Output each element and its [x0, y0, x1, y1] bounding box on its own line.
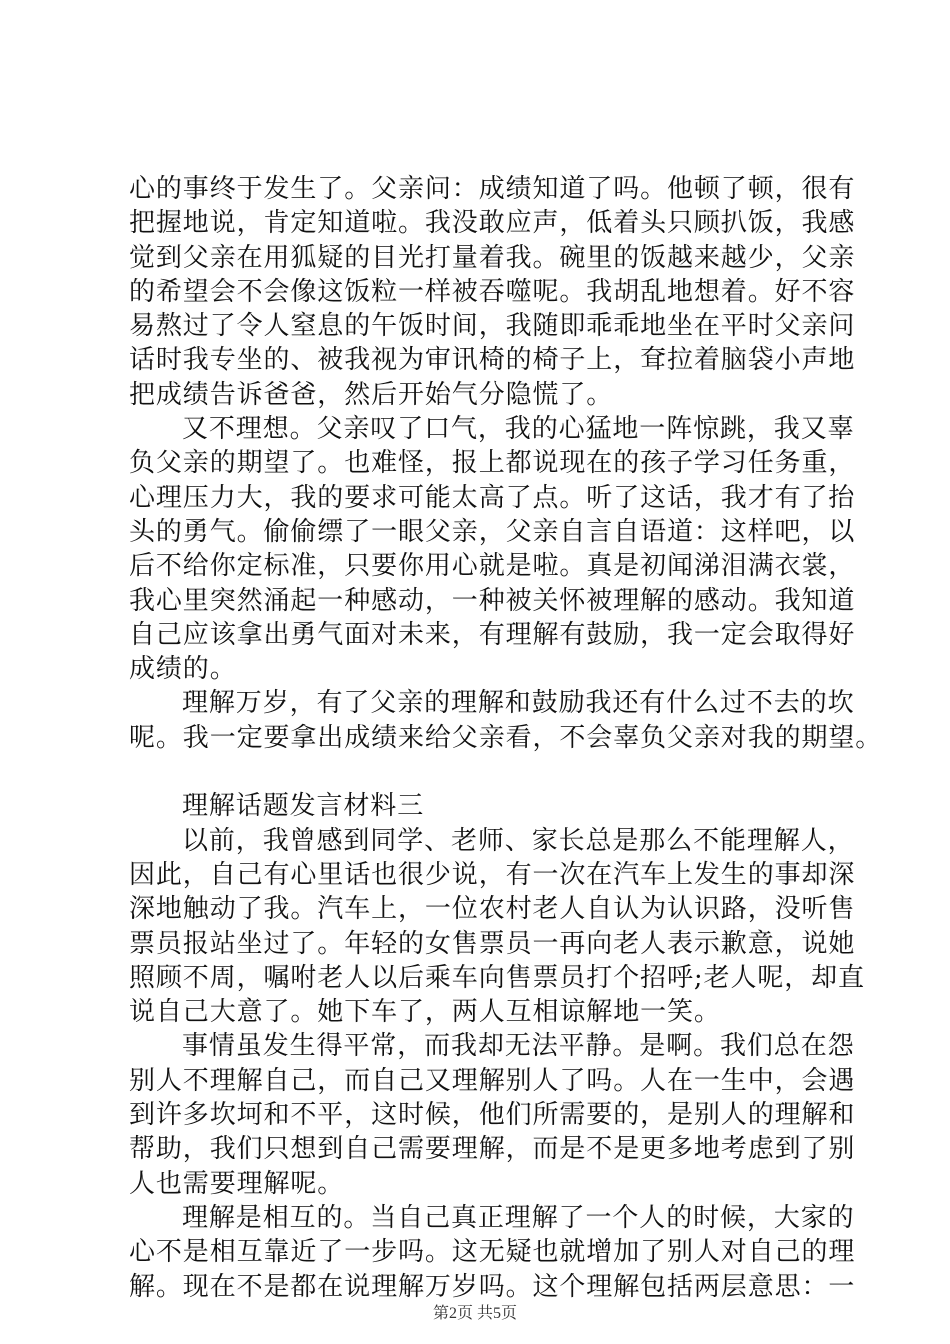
document-body [129, 172, 883, 1304]
text-line: 帮助，我们只想到自己需要理解，而是不是更多地考虑到了别 [129, 1134, 856, 1165]
text-line: 易熬过了令人窒息的午饭时间，我随即乖乖地坐在平时父亲问 [129, 311, 856, 342]
text-line: 头的勇气。偷偷缥了一眼父亲，父亲自言自语道：这样吧，以 [129, 516, 856, 547]
text-line: 票员报站坐过了。年轻的女售票员一再向老人表示歉意，说她 [129, 928, 856, 959]
text-line: 成绩的。 [129, 654, 237, 685]
section-heading: 理解话题发言材料三 [182, 791, 425, 822]
page-number-footer: 第2页 共5页 [432, 1305, 517, 1322]
text-line: 我心里突然涌起一种感动，一种被关怀被理解的感动。我知道 [129, 585, 856, 616]
text-line: 心理压力大，我的要求可能太高了点。听了这话，我才有了抬 [129, 482, 856, 513]
text-line: 到许多坎坷和不平，这时候，他们所需要的，是别人的理解和 [129, 1100, 856, 1131]
text-line: 照顾不周，嘱咐老人以后乘车向售票员打个招呼;老人呢，却直 [129, 962, 865, 993]
text-line: 心的事终于发生了。父亲问：成绩知道了吗。他顿了顿，很有 [129, 174, 856, 204]
text-line: 心不是相互靠近了一步吗。这无疑也就增加了别人对自己的理 [129, 1237, 856, 1268]
text-line: 又不理想。父亲叹了口气，我的心猛地一阵惊跳，我又辜 [182, 414, 855, 445]
text-line: 负父亲的期望了。也难怪，报上都说现在的孩子学习任务重， [129, 448, 856, 479]
text-line: 后不给你定标准，只要你用心就是啦。真是初闻涕泪满衣裳， [129, 551, 856, 582]
paragraph-spacer [129, 755, 829, 789]
text-line: 理解是相互的。当自己真正理解了一个人的时候，大家的 [182, 1202, 855, 1233]
text-line: 自己应该拿出勇气面对未来，有理解有鼓励，我一定会取得好 [129, 619, 856, 650]
text-line: 把握地说，肯定知道啦。我没敢应声，低着头只顾扒饭，我感 [129, 208, 856, 239]
text-line: 理解万岁，有了父亲的理解和鼓励我还有什么过不去的坎 [182, 688, 855, 719]
text-line: 呢。我一定要拿出成绩来给父亲看，不会辜负父亲对我的期望。 [129, 722, 883, 753]
text-line: 因此，自己有心里话也很少说，有一次在汽车上发生的事却深 [129, 859, 856, 890]
text-line: 话时我专坐的、被我视为审讯椅的椅子上，耷拉着脑袋小声地 [129, 345, 856, 376]
text-line: 深地触动了我。汽车上，一位农村老人自认为认识路，没听售 [129, 894, 856, 925]
text-line: 觉到父亲在用狐疑的目光打量着我。碗里的饭越来越少，父亲 [129, 242, 856, 273]
text-line: 事情虽发生得平常，而我却无法平静。是啊。我们总在怨 [182, 1031, 855, 1062]
text-line: 的希望会不会像这饭粒一样被吞噬呢。我胡乱地想着。好不容 [129, 276, 856, 307]
text-line: 人也需要理解呢。 [129, 1168, 345, 1199]
text-line: 别人不理解自己，而自己又理解别人了吗。人在一生中，会遇 [129, 1065, 856, 1096]
text-line: 解。现在不是都在说理解万岁吗。这个理解包括两层意思：一 [129, 1271, 856, 1302]
text-line: 说自己大意了。她下车了，两人互相谅解地一笑。 [129, 997, 721, 1028]
text-line: 以前，我曾感到同学、老师、家长总是那么不能理解人， [182, 825, 855, 856]
text-line: 把成绩告诉爸爸，然后开始气分隐慌了。 [129, 379, 614, 410]
